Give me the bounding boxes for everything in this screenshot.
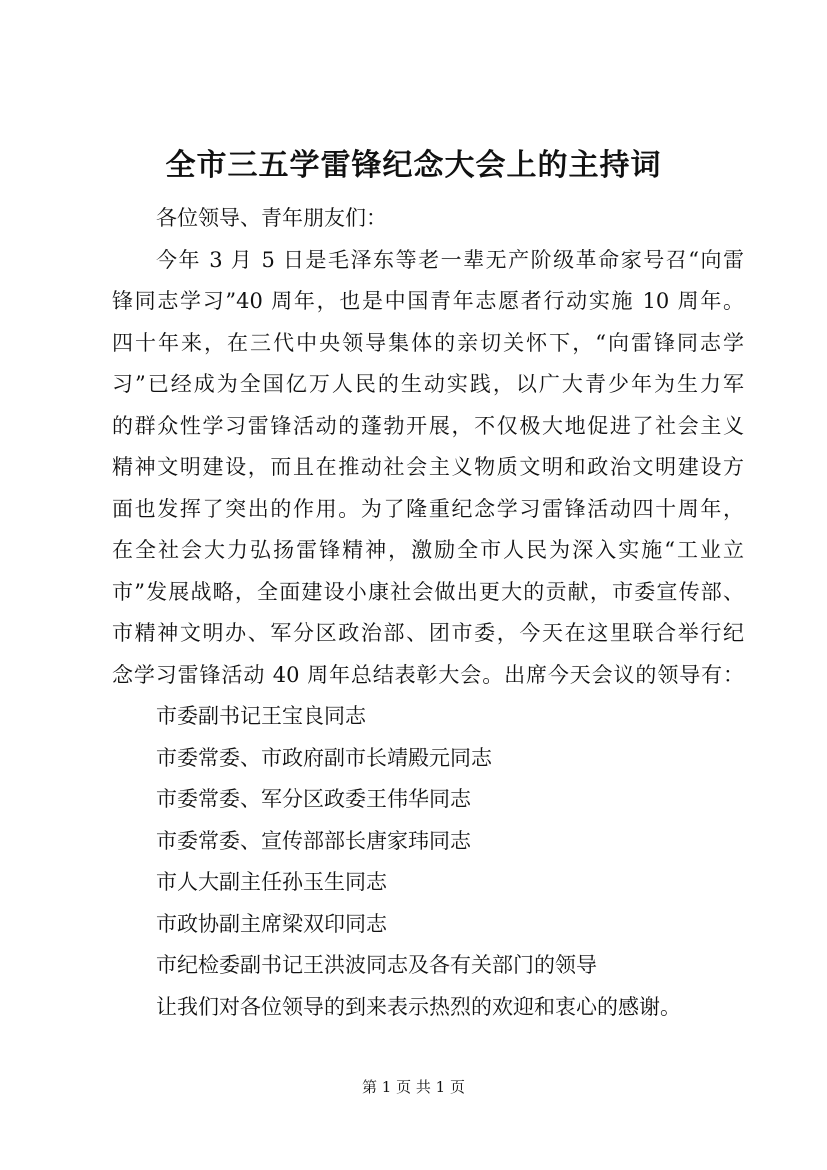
leader-item: 市人大副主任孙玉生同志 (156, 870, 387, 894)
paragraph-line: 习”已经成为全国亿万人民的生动实践，以广大青少年为生力军 (112, 372, 744, 396)
paragraph-line: 四十年来，在三代中央领导集体的亲切关怀下，“向雷锋同志学 (112, 330, 744, 355)
page-footer: 第 1 页 共 1 页 (362, 1078, 465, 1096)
leader-item: 市政协副主席梁双印同志 (156, 911, 387, 936)
leader-item: 市委常委、市政府副市长靖殿元同志 (156, 745, 492, 770)
closing-line: 让我们对各位领导的到来表示热烈的欢迎和衷心的感谢。 (156, 994, 681, 1019)
leader-item: 市纪检委副书记王洪波同志及各有关部门的领导 (156, 953, 597, 977)
leader-item: 市委常委、宣传部部长唐家玮同志 (156, 828, 471, 853)
paragraph-line: 念学习雷锋活动 40 周年总结表彰大会。出席今天会议的领导有： (112, 662, 744, 687)
leader-item: 市委常委、军分区政委王伟华同志 (156, 787, 471, 811)
paragraph-line: 面也发挥了突出的作用。为了隆重纪念学习雷锋活动四十周年， (112, 496, 744, 521)
paragraph-line: 市精神文明办、军分区政治部、团市委，今天在这里联合举行纪 (112, 621, 744, 645)
greeting-line: 各位领导、青年朋友们： (156, 206, 387, 230)
paragraph-line: 的群众性学习雷锋活动的蓬勃开展，不仅极大地促进了社会主义 (112, 413, 744, 438)
paragraph-line: 在全社会大力弘扬雷锋精神，激励全市人民为深入实施“工业立 (112, 538, 744, 562)
document-body (112, 198, 744, 1028)
paragraph-line: 精神文明建设，而且在推动社会主义物质文明和政治文明建设方 (112, 455, 744, 479)
paragraph-line: 市”发展战略，全面建设小康社会做出更大的贡献，市委宣传部、 (112, 579, 744, 604)
paragraph-line: 今年 3 月 5 日是毛泽东等老一辈无产阶级革命家号召“向雷 (156, 247, 744, 272)
paragraph-line: 锋同志学习”40 周年，也是中国青年志愿者行动实施 10 周年。 (112, 289, 744, 313)
leader-item: 市委副书记王宝良同志 (156, 704, 366, 728)
document-title: 全市三五学雷锋纪念大会上的主持词 (165, 148, 662, 183)
